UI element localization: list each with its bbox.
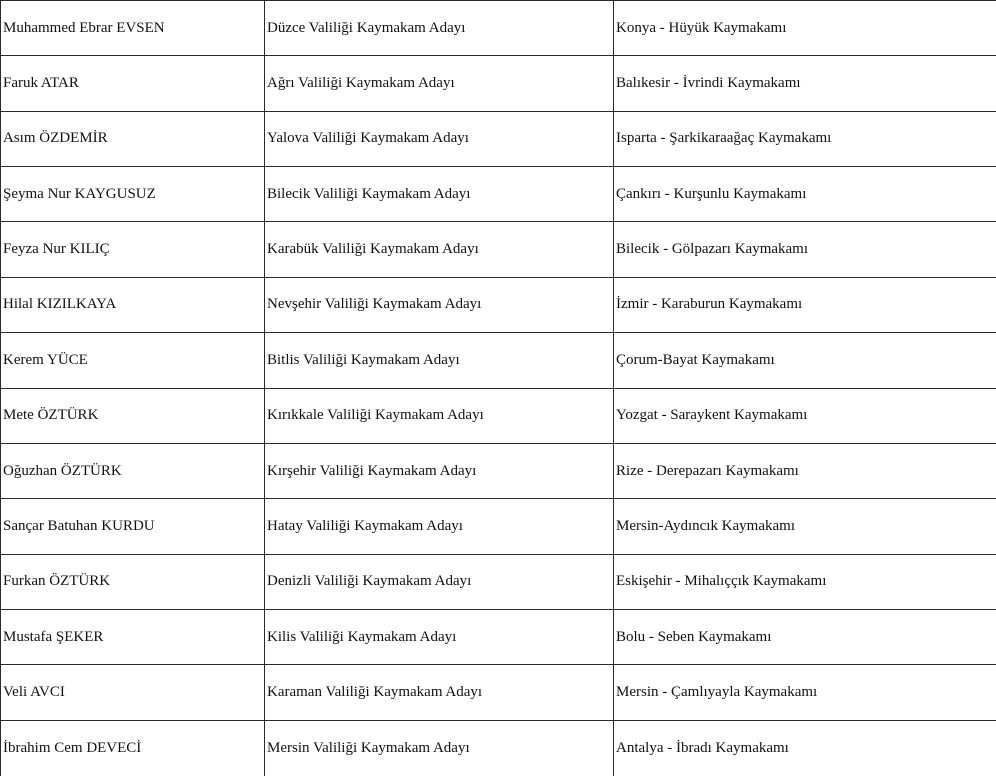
name-cell: Hilal KIZILKAYA xyxy=(1,277,265,332)
assignment-cell: Yozgat - Saraykent Kaymakamı xyxy=(614,388,996,443)
name-cell: Mete ÖZTÜRK xyxy=(1,388,265,443)
candidacy-cell: Düzce Valiliği Kaymakam Adayı xyxy=(265,1,614,56)
table-row xyxy=(1,665,996,720)
assignment-cell: Balıkesir - İvrindi Kaymakamı xyxy=(614,56,996,111)
candidacy-cell: Nevşehir Valiliği Kaymakam Adayı xyxy=(265,277,614,332)
table-row xyxy=(1,1,996,56)
assignment-cell: Isparta - Şarkikaraağaç Kaymakamı xyxy=(614,111,996,166)
name-cell: Veli AVCI xyxy=(1,665,265,720)
candidacy-cell: Karaman Valiliği Kaymakam Adayı xyxy=(265,665,614,720)
table-row xyxy=(1,277,996,332)
name-cell: Mustafa ŞEKER xyxy=(1,609,265,664)
name-cell: Feyza Nur KILIÇ xyxy=(1,222,265,277)
name-cell: Furkan ÖZTÜRK xyxy=(1,554,265,609)
candidacy-cell: Mersin Valiliği Kaymakam Adayı xyxy=(265,720,614,775)
table-row xyxy=(1,443,996,498)
candidacy-cell: Bitlis Valiliği Kaymakam Adayı xyxy=(265,333,614,388)
name-cell: Şeyma Nur KAYGUSUZ xyxy=(1,167,265,222)
assignment-cell: Çorum-Bayat Kaymakamı xyxy=(614,333,996,388)
candidacy-cell: Denizli Valiliği Kaymakam Adayı xyxy=(265,554,614,609)
table-row xyxy=(1,167,996,222)
table-row xyxy=(1,222,996,277)
table-row xyxy=(1,333,996,388)
table-row xyxy=(1,56,996,111)
table-row xyxy=(1,609,996,664)
name-cell: Muhammed Ebrar EVSEN xyxy=(1,1,265,56)
name-cell: Faruk ATAR xyxy=(1,56,265,111)
name-cell: Kerem YÜCE xyxy=(1,333,265,388)
assignment-cell: Rize - Derepazarı Kaymakamı xyxy=(614,443,996,498)
assignment-cell: İzmir - Karaburun Kaymakamı xyxy=(614,277,996,332)
candidacy-cell: Hatay Valiliği Kaymakam Adayı xyxy=(265,499,614,554)
table-row xyxy=(1,720,996,775)
candidacy-cell: Kırşehir Valiliği Kaymakam Adayı xyxy=(265,443,614,498)
candidacy-cell: Karabük Valiliği Kaymakam Adayı xyxy=(265,222,614,277)
assignment-cell: Eskişehir - Mihalıççık Kaymakamı xyxy=(614,554,996,609)
name-cell: Sançar Batuhan KURDU xyxy=(1,499,265,554)
candidacy-cell: Bilecik Valiliği Kaymakam Adayı xyxy=(265,167,614,222)
assignment-cell: Mersin - Çamlıyayla Kaymakamı xyxy=(614,665,996,720)
assignment-cell: Mersin-Aydıncık Kaymakamı xyxy=(614,499,996,554)
candidacy-cell: Kilis Valiliği Kaymakam Adayı xyxy=(265,609,614,664)
table-row xyxy=(1,554,996,609)
name-cell: İbrahim Cem DEVECİ xyxy=(1,720,265,775)
table-row xyxy=(1,388,996,443)
name-cell: Oğuzhan ÖZTÜRK xyxy=(1,443,265,498)
assignment-cell: Bilecik - Gölpazarı Kaymakamı xyxy=(614,222,996,277)
assignment-cell: Konya - Hüyük Kaymakamı xyxy=(614,1,996,56)
assignment-cell: Antalya - İbradı Kaymakamı xyxy=(614,720,996,775)
assignment-cell: Bolu - Seben Kaymakamı xyxy=(614,609,996,664)
candidacy-cell: Kırıkkale Valiliği Kaymakam Adayı xyxy=(265,388,614,443)
candidacy-cell: Yalova Valiliği Kaymakam Adayı xyxy=(265,111,614,166)
assignment-cell: Çankırı - Kurşunlu Kaymakamı xyxy=(614,167,996,222)
table-row xyxy=(1,111,996,166)
table-row xyxy=(1,499,996,554)
candidacy-cell: Ağrı Valiliği Kaymakam Adayı xyxy=(265,56,614,111)
name-cell: Asım ÖZDEMİR xyxy=(1,111,265,166)
